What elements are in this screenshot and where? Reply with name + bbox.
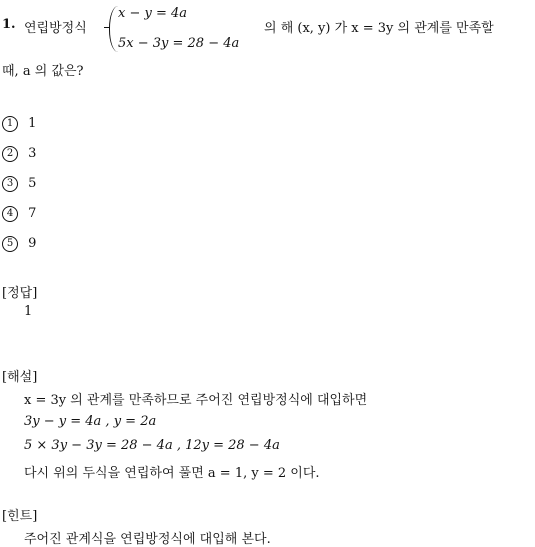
explanation-line-3: 5 × 3y − 3y = 28 − 4a , 12y = 28 − 4a bbox=[24, 438, 280, 453]
answer-value: 1 bbox=[24, 304, 33, 319]
choice-mark: 4 bbox=[2, 206, 18, 222]
choice-1[interactable] bbox=[2, 116, 36, 132]
question-condition: 의 해 (x, y) 가 x = 3y 의 관계를 만족할 bbox=[264, 21, 494, 36]
question-lead: 연립방정식 bbox=[24, 21, 87, 36]
hint-heading: [힌트] bbox=[2, 509, 38, 524]
explanation-line-1: x = 3y 의 관계를 만족하므로 주어진 연립방정식에 대입하면 bbox=[24, 393, 368, 408]
choice-value: 5 bbox=[28, 176, 37, 191]
choice-3[interactable] bbox=[2, 176, 36, 192]
equation-1: x − y = 4a bbox=[118, 6, 188, 21]
question-number: 1. bbox=[2, 17, 16, 32]
choice-mark: 1 bbox=[2, 116, 18, 132]
explanation-line-4: 다시 위의 두식을 연립하여 풀면 a = 1, y = 2 이다. bbox=[24, 466, 320, 481]
choice-mark: 2 bbox=[2, 146, 18, 162]
choice-mark: 5 bbox=[2, 236, 18, 252]
answer-heading: [정답] bbox=[2, 286, 38, 301]
choice-mark: 3 bbox=[2, 176, 18, 192]
choice-2[interactable] bbox=[2, 146, 36, 162]
choice-value: 3 bbox=[28, 146, 37, 161]
question-line-2: 때, a 의 값은? bbox=[2, 64, 84, 79]
hint-text: 주어진 관계식을 연립방정식에 대입해 본다. bbox=[24, 532, 271, 547]
choice-4[interactable] bbox=[2, 206, 36, 222]
explanation-heading: [해설] bbox=[2, 370, 38, 385]
equation-2: 5x − 3y = 28 − 4a bbox=[118, 36, 240, 51]
choice-value: 1 bbox=[28, 116, 37, 131]
explanation-line-2: 3y − y = 4a , y = 2a bbox=[24, 414, 157, 429]
choice-5[interactable] bbox=[2, 236, 36, 252]
choice-value: 7 bbox=[28, 206, 37, 221]
choice-value: 9 bbox=[28, 236, 37, 251]
